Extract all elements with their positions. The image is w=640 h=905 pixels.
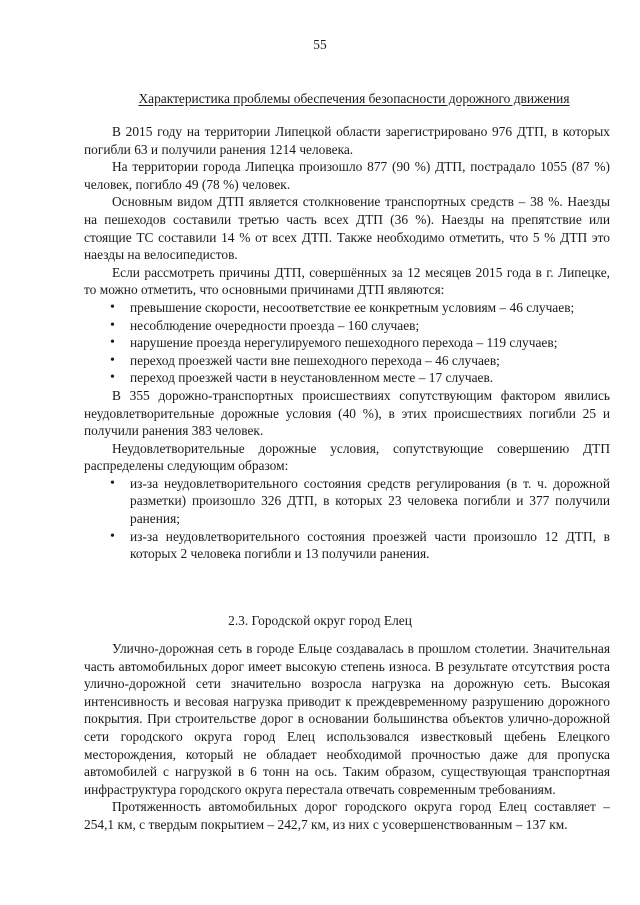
- list-item: • несоблюдение очередности проезда – 160 случаев;: [120, 317, 610, 335]
- paragraph: Основным видом ДТП является столкновение транспортных средств – 38 %. Наезды на пешеходов составили третью часть всех ДТП (36 %). Наезды на препятствие или стоящие ТС составили 14 % от всех ДТП. Также необходимо отметить, что 5 % ДТП это наезды на велосипедистов.: [84, 194, 610, 263]
- list-item: • переход проезжей части в неустановленном месте – 17 случаев.: [120, 369, 610, 387]
- paragraph: Неудовлетворительные дорожные условия, сопутствующие совершению ДТП распределены следующим образом:: [84, 440, 610, 474]
- paragraph: На территории города Липецка произошло 877 (90 %) ДТП, пострадало 1055 (87 %) человек, погибло 49 (78 %) человек.: [84, 159, 610, 192]
- paragraph: В 355 дорожно-транспортных происшествиях сопутствующим фактором явились неудовлетворительные дорожные условия (40 %), в этих происшествиях погибли 25 и получили ранения 383 человек.: [84, 387, 610, 439]
- conditions-list: [84, 475, 610, 563]
- subsection-body: [84, 640, 610, 834]
- list-item: • нарушение проезда нерегулируемого пешеходного перехода – 119 случаев;: [120, 334, 610, 352]
- section-body: [84, 123, 610, 563]
- list-item: • из-за неудовлетворительного состояния средств регулирования (в т. ч. дорожной разметки) произошло 326 ДТП, в которых 23 человека погибли и 377 получили ранения;: [120, 475, 610, 528]
- paragraph: Протяженность автомобильных дорог городского округа город Елец составляет – 254,1 км, с твердым покрытием – 242,7 км, из них с усовершенствованным – 137 км.: [84, 799, 610, 832]
- paragraph: В 2015 году на территории Липецкой области зарегистрировано 976 ДТП, в которых погибли 63 и получили ранения 1214 человека.: [84, 124, 610, 157]
- paragraph: Улично-дорожная сеть в городе Ельце создавалась в прошлом столетии. Значительная часть автомобильных дорог имеет высокую степень износа. В результате отсутствия роста улично-дорожной сети значительно возросла нагрузка на дорожную сеть. Высокая интенсивность и весовая нагрузка приводит к преждевременному разрушению дорожного покрытия. При строительстве дорог в основании большинства объектов улично-дорожной сети городского округа город Елец использовался известковый щебень Елецкого месторождения, который не обладает необходимой прочностью даже для пропуска автомобилей с нагрузкой в 6 тонн на ось. Таким образом, существующая транспортная инфраструктура городского округа перестала отвечать современным требованиям.: [84, 641, 610, 797]
- causes-list: [84, 299, 610, 387]
- page-number: 55: [313, 37, 327, 52]
- list-item: • превышение скорости, несоответствие ее конкретным условиям – 46 случаев;: [120, 299, 610, 317]
- section-title: Характеристика проблемы обеспечения безопасности дорожного движения: [138, 91, 570, 106]
- paragraph: Если рассмотреть причины ДТП, совершённых за 12 месяцев 2015 года в г. Липецке, то можно отметить, что основными причинами ДТП являются:: [84, 264, 610, 298]
- subsection-title: 2.3. Городской округ город Елец: [228, 613, 412, 628]
- list-item: • из-за неудовлетворительного состояния проезжей части произошло 12 ДТП, в которых 2 человека погибли и 13 получили ранения.: [120, 528, 610, 563]
- list-item: • переход проезжей части вне пешеходного перехода – 46 случаев;: [120, 352, 610, 370]
